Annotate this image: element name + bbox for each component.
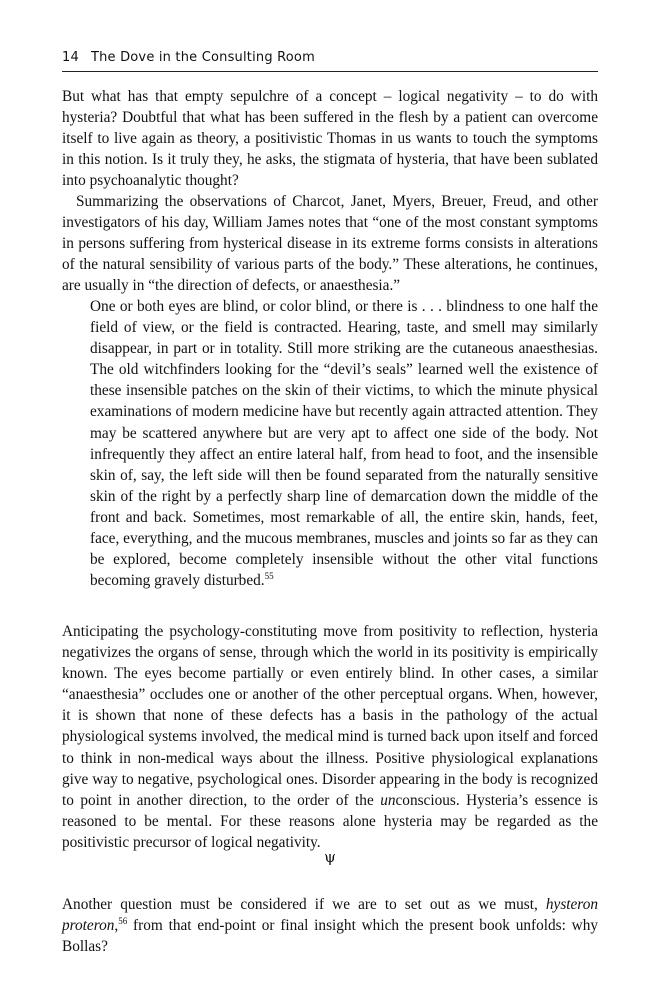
paragraph-2: Summarizing the observations of Charcot, Janet, Myers, Breuer, Freud, and other investigators of his day, William James notes that “one of the most constant symptoms in persons suffering from hysterical disease in its extreme forms consists in alterations of the natural sensibility of various parts of the body.” These alterations, he continues, are usually in “the direction of defects, or anaesthesia.” bbox=[62, 193, 598, 295]
paragraph-3 bbox=[62, 621, 598, 853]
paragraph-4-comma: , bbox=[114, 917, 119, 935]
paragraph-4-italic: hysteron proteron bbox=[62, 896, 598, 935]
paragraph-3-italic: un bbox=[380, 791, 396, 809]
block-quote-text: One or both eyes are blind, or color blind, or there is . . . blindness to one half the field of view, or the field is contracted. Hearing, taste, and smell may similarly disappear, in part or in totality. Still more striking are the cutaneous anaesthesias. The old witchfinders looking for the “devil’s seals” learned well the existence of these insensible patches on the skin of their victims, to which the minute physical examinations of modern medicine have but recently again attracted attention. They may be scattered anywhere but are very apt to affect one side of the body. Not infrequently they affect an entire lateral half, from head to foot, and the insensible skin of, say, the left side will then be found separated from the naturally sensitive skin of the right by a perfectly sharp line of demarcation down the middle of the front and back. Sometimes, most remarkable of all, the entire skin, hands, feet, face, everything, and the mucous membranes, muscles and joints so far as they can be explored, become completely insensible without the other vital functions becoming gravely disturbed. bbox=[90, 298, 598, 590]
block-quote bbox=[90, 296, 598, 591]
page-number: 14 bbox=[62, 50, 79, 65]
paragraph-4-text-b: from that end-point or final insight which the present book unfolds: why Bollas? bbox=[62, 917, 598, 956]
paragraph-3-text-b: conscious. Hysteria’s essence is reasoned to be mental. For these reasons alone hysteria may be regarded as the positivistic precursor of logical negativity. bbox=[62, 791, 598, 851]
footnote-ref-55: 55 bbox=[264, 571, 274, 582]
running-header bbox=[62, 50, 598, 72]
running-title: The Dove in the Consulting Room bbox=[90, 50, 315, 65]
paragraph-4 bbox=[62, 894, 598, 957]
section-separator-psi: ψ bbox=[324, 848, 336, 866]
footnote-ref-56: 56 bbox=[118, 916, 128, 927]
paragraph-3-text-a: Anticipating the psychology-constituting move from positivity to reflection, hysteria negativizes the organs of sense, through which the world in its positivity is empirically known. The eyes become partially or even entirely blind. In other cases, a similar “anaesthesia” occludes one or another of the other perceptual organs. When, however, it is shown that none of these defects has a basis in the pathology of the actual physiological systems involved, the medical mind is turned back upon itself and forced to think in non-medical ways about the illness. Positive physiological explanations give way to negative, psychological ones. Disorder appearing in the body is recognized to point in another direction, to the order of the bbox=[62, 623, 598, 809]
paragraph-1: But what has that empty sepulchre of a concept – logical negativity – to do with hysteria? Doubtful that what has been suffered in the flesh by a patient can overcome itself to live again as theory, a positivistic Thomas in us wants to touch the symptoms in this notion. Is it truly they, he asks, the stigmata of hysteria, that have been sublated into psychoanalytic thought? bbox=[62, 88, 598, 190]
paragraph-4-text-a: Another question must be considered if we are to set out as we must, bbox=[62, 896, 546, 913]
